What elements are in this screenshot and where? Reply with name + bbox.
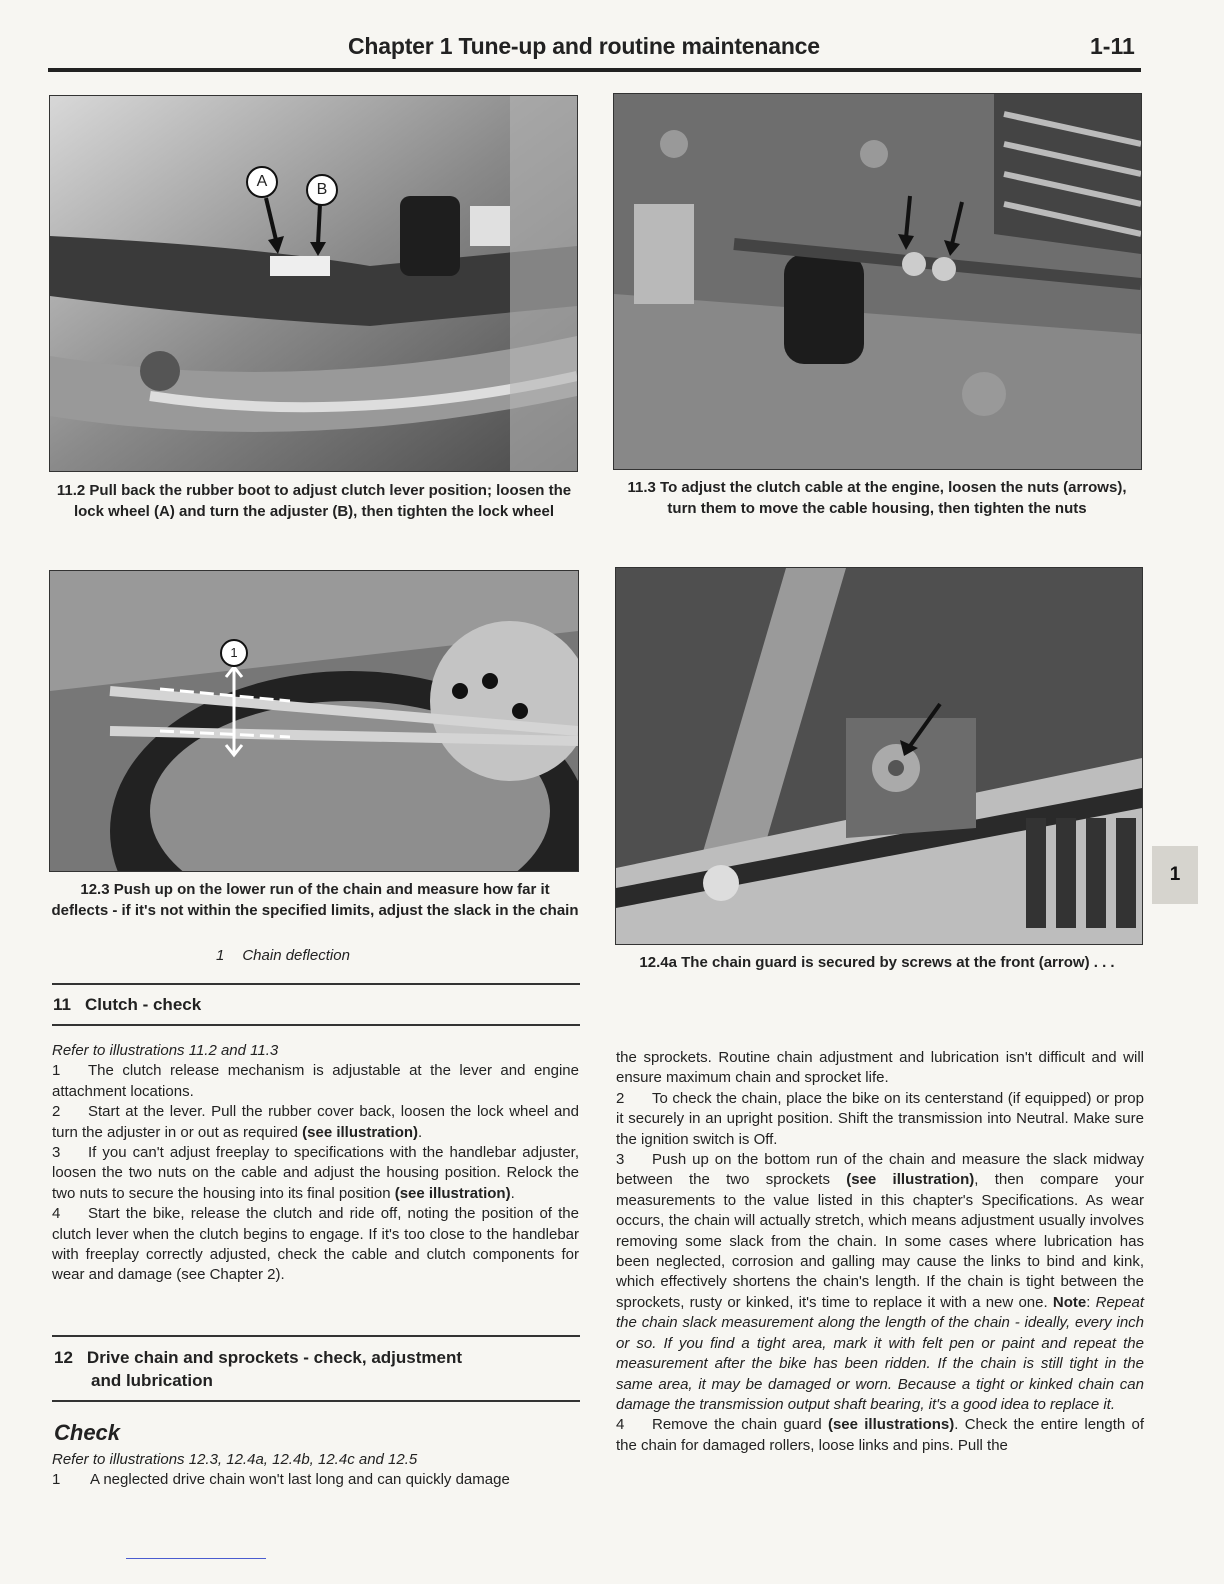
callout-1: 1 — [220, 639, 248, 667]
footer-link-line — [126, 1558, 266, 1559]
label-b: B — [306, 174, 338, 206]
paragraph: 4 Remove the chain guard (see illustrations). Check the entire length of the chain for damaged rollers, loose links and pins. Pull the — [616, 1416, 1144, 1454]
illustration-ref: Refer to illustrations 12.3, 12.4a, 12.4b, 12.4c and 12.5 — [52, 1451, 418, 1468]
photo-11-2 — [49, 95, 578, 472]
section-11-heading — [53, 993, 201, 1016]
caption-11-2: 11.2 Pull back the rubber boot to adjust clutch lever position; loosen the lock wheel (A) and turn the adjuster (B), then tighten the lock wheel — [56, 482, 572, 520]
right-column-body — [616, 1048, 1144, 1456]
clutch-lever-photo — [50, 96, 577, 471]
paragraph: the sprockets. Routine chain adjustment and lubrication isn't difficult and will ensure maximum chain and sprocket life. — [616, 1049, 1144, 1087]
paragraph: 4 Start the bike, release the clutch and ride off, noting the position of the clutch lever when the clutch begins to engage. If it's too close to the handlebar with freeplay correctly adjusted, check the cable and clutch components for wear and damage (see Chapter 2). — [52, 1205, 579, 1284]
caption-12-3: 12.3 Push up on the lower run of the chain and measure how far it deflects - if it's not within the specified limits, adjust the slack in the chain — [51, 881, 579, 919]
check-subheading: Check — [54, 1420, 121, 1445]
paragraph: 2 To check the chain, place the bike on its centerstand (if equipped) or prop it securely in an upright position. Shift the transmission into Neutral. Make sure the ignition switch is Off. — [616, 1089, 1144, 1148]
chapter-title: Chapter 1 Tune-up and routine maintenance — [348, 33, 820, 59]
photo-11-3 — [613, 93, 1142, 470]
paragraph: 1 The clutch release mechanism is adjustable at the lever and engine attachment locations. — [52, 1062, 579, 1100]
section-rule — [52, 1400, 580, 1402]
paragraph: 3 Push up on the bottom run of the chain and measure the slack midway between the two sprockets (see illustration), then compare your measurements to the value listed in this chapter's Specifications. As wear occurs, the chain will actually stretch, which means adjustment usually involves removing some slack from the chain. In some cases where lubrication has been neglected, corrosion and galling may cause the links to bind and kink, which effectively shortens the chain's length. If the chain is tight between the sprockets, rusty or kinked, it's time to replace it with a new one. Note: Repeat the chain slack measurement along the length of the chain - ideally, every inch or so. If you find a tight area, mark it with felt pen or paint and repeat the measurement after the bike has been ridden. If the chain is still tight in the same area, it may be damaged or worn. Because a tight or kinked chain can damage the transmission output shaft bearing, it's a good idea to replace it. — [616, 1151, 1145, 1413]
section-title-line2: and lubrication — [91, 1371, 213, 1390]
photo-12-4a — [615, 567, 1143, 945]
caption-11-3: 11.3 To adjust the clutch cable at the engine, loosen the nuts (arrows), turn them to move the cable housing, then tighten the nuts — [627, 479, 1127, 517]
engine-cable-photo — [614, 94, 1141, 469]
header-rule — [48, 68, 1141, 72]
section-12-heading — [54, 1346, 574, 1392]
section-11-body — [52, 1041, 579, 1286]
section-title: Clutch - check — [84, 995, 202, 1014]
section-rule — [52, 1335, 580, 1337]
paragraph: 1 A neglected drive chain won't last long and can quickly damage — [52, 1471, 510, 1489]
legend-text: Chain deflection — [242, 947, 350, 964]
arrow-icons — [892, 194, 972, 264]
label-a: A — [246, 166, 278, 198]
paragraph: 2 Start at the lever. Pull the rubber cover back, loosen the lock wheel and turn the adjuster in or out as required (see illustration). — [52, 1103, 579, 1141]
photo-12-3 — [49, 570, 579, 872]
section-rule — [52, 983, 580, 985]
legend-num: 1 — [216, 947, 225, 964]
arrow-icon — [896, 700, 946, 760]
caption-12-4a: 12.4a The chain guard is secured by screws at the front (arrow) . . . — [639, 954, 1115, 971]
chain-deflection-photo — [50, 571, 578, 871]
chapter-tab: 1 — [1152, 846, 1198, 904]
page-number: 1-11 — [1090, 33, 1135, 59]
legend-12-3 — [216, 947, 350, 964]
section-title: Drive chain and sprockets - check, adjustment — [86, 1348, 462, 1367]
chain-guard-photo — [616, 568, 1142, 944]
illustration-ref: Refer to illustrations 11.2 and 11.3 — [52, 1042, 279, 1059]
arrow-icons — [250, 192, 350, 262]
section-number: 12 — [54, 1348, 73, 1367]
paragraph: 3 If you can't adjust freeplay to specifications with the handlebar adjuster, loosen the two nuts on the cable and adjust the housing position. Relock the two nuts to secure the housing into its final position (see illustration). — [52, 1144, 579, 1202]
deflection-arrow-icon — [214, 667, 254, 767]
section-12-body — [52, 1450, 579, 1491]
section-number: 11 — [53, 995, 71, 1014]
section-rule — [52, 1024, 580, 1026]
